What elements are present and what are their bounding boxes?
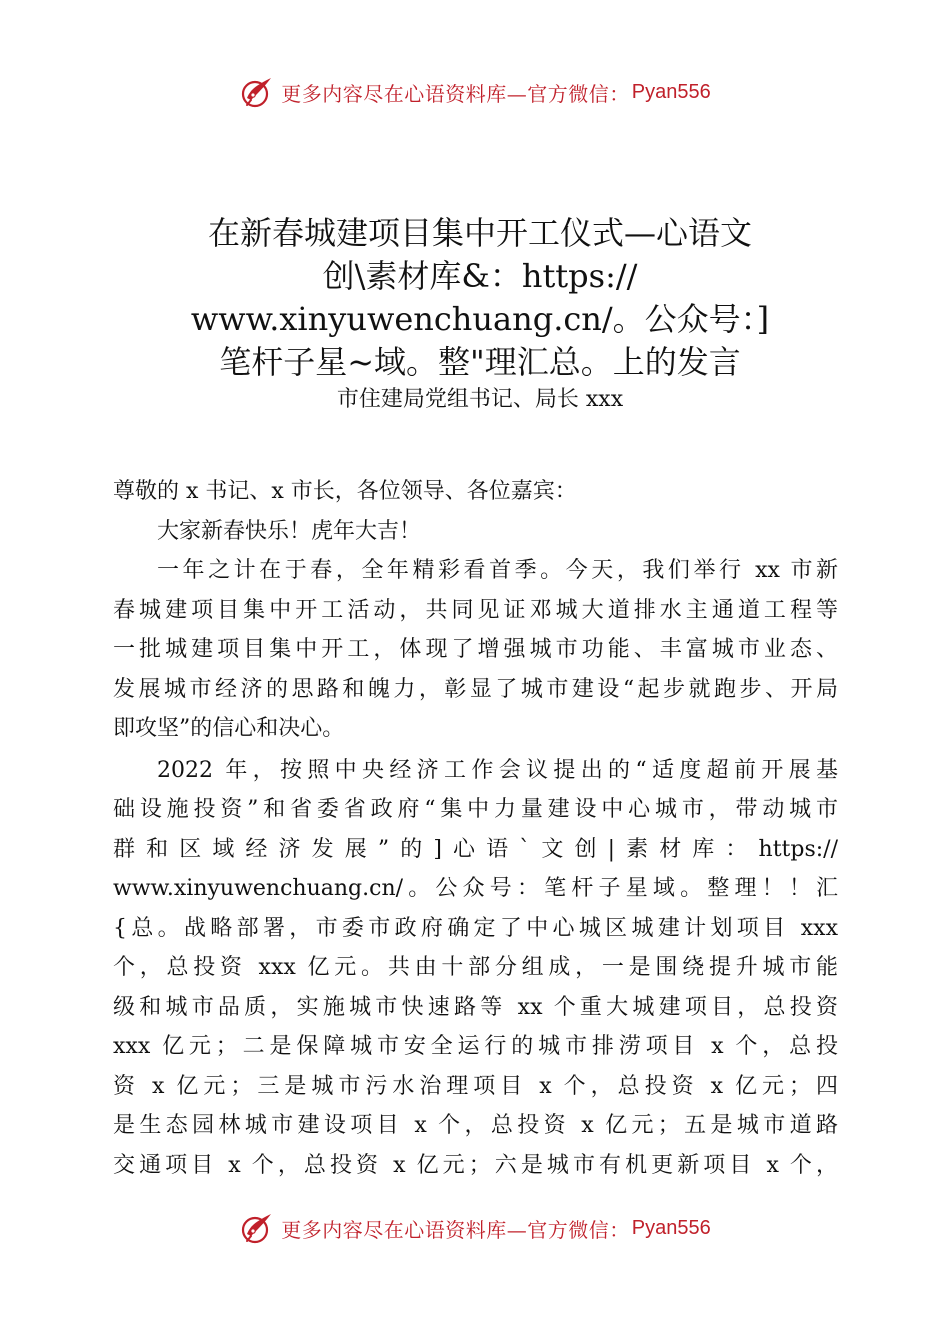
document-body bbox=[113, 472, 838, 1185]
title-line: 创\素材库&：https:// bbox=[322, 257, 638, 295]
paragraph-line: 群和区域经济发展”的]心语`文创|素材库：https:// bbox=[113, 836, 838, 862]
footer-banner bbox=[0, 1208, 950, 1248]
paragraph-line: www.xinyuwenchuang.cn/。公众号：笔杆子星域。整理！！汇 bbox=[113, 876, 838, 901]
paragraph-line: 资 x 亿元；三是城市污水治理项目 x 个，总投资 x 亿元；四 bbox=[113, 1073, 838, 1099]
paragraph-line: 春城建项目集中开工活动，共同见证邓城大道排水主通道工程等 bbox=[113, 597, 838, 623]
paragraph-line: 是生态园林城市建设项目 x 个，总投资 x 亿元；五是城市道路 bbox=[113, 1113, 838, 1138]
paragraph-2 bbox=[113, 751, 838, 1186]
paragraph-line: 一年之计在于春，全年精彩看首季。今天，我们举行 xx 市新 bbox=[157, 558, 838, 583]
paragraph-line: 级和城市品质，实施城市快速路等 xx 个重大城建项目，总投资 bbox=[113, 994, 838, 1020]
title-line: www.xinyuwenchuang.cn/。公众号：] bbox=[190, 300, 770, 338]
banner-text: 更多内容尽在心语资料库—官方微信： bbox=[281, 81, 630, 106]
paragraph-line: 一批城建项目集中开工，体现了增强城市功能、丰富城市业态、 bbox=[113, 637, 838, 662]
document-author: 市住建局党组书记、局长 xxx bbox=[336, 387, 624, 412]
salutation: 尊敬的 x 书记、x 市长，各位领导、各位嘉宾： bbox=[113, 479, 577, 504]
greeting: 大家新春快乐！虎年大吉！ bbox=[157, 518, 422, 544]
brand-logo-icon bbox=[239, 74, 275, 110]
paragraph-line: xxx 亿元；二是保障城市安全运行的城市排涝项目 x 个，总投 bbox=[113, 1034, 838, 1059]
paragraph-line: 即攻坚”的信心和决心。 bbox=[113, 716, 345, 741]
banner-text: 更多内容尽在心语资料库—官方微信： bbox=[281, 1217, 630, 1242]
paragraph-1 bbox=[113, 551, 838, 749]
paragraph-line: 个，总投资 xxx 亿元。共由十部分组成，一是围绕提升城市能 bbox=[113, 955, 838, 980]
brand-logo-icon bbox=[239, 1210, 275, 1246]
document-title bbox=[120, 212, 840, 384]
title-line: 笔杆子星~域。整"理汇总。上的发言 bbox=[219, 343, 741, 381]
header-banner bbox=[0, 72, 950, 112]
paragraph-line: 发展城市经济的思路和魄力，彰显了城市建设“起步就跑步、开局 bbox=[113, 676, 838, 702]
paragraph-line: {总。战略部署，市委市政府确定了中心城区城建计划项目 xxx bbox=[113, 915, 838, 941]
paragraph-line: 交通项目 x 个，总投资 x 亿元；六是城市有机更新项目 x 个， bbox=[113, 1152, 838, 1178]
banner-wechat-id: Pyan556 bbox=[631, 1216, 711, 1239]
paragraph-line: 2022 年，按照中央经济工作会议提出的“适度超前开展基 bbox=[157, 757, 838, 783]
banner-wechat-id: Pyan556 bbox=[631, 80, 711, 103]
paragraph-line: 础设施投资”和省委省政府“集中力量建设中心城市，带动城市 bbox=[113, 797, 838, 822]
title-line: 在新春城建项目集中开工仪式—心语文 bbox=[207, 214, 752, 252]
